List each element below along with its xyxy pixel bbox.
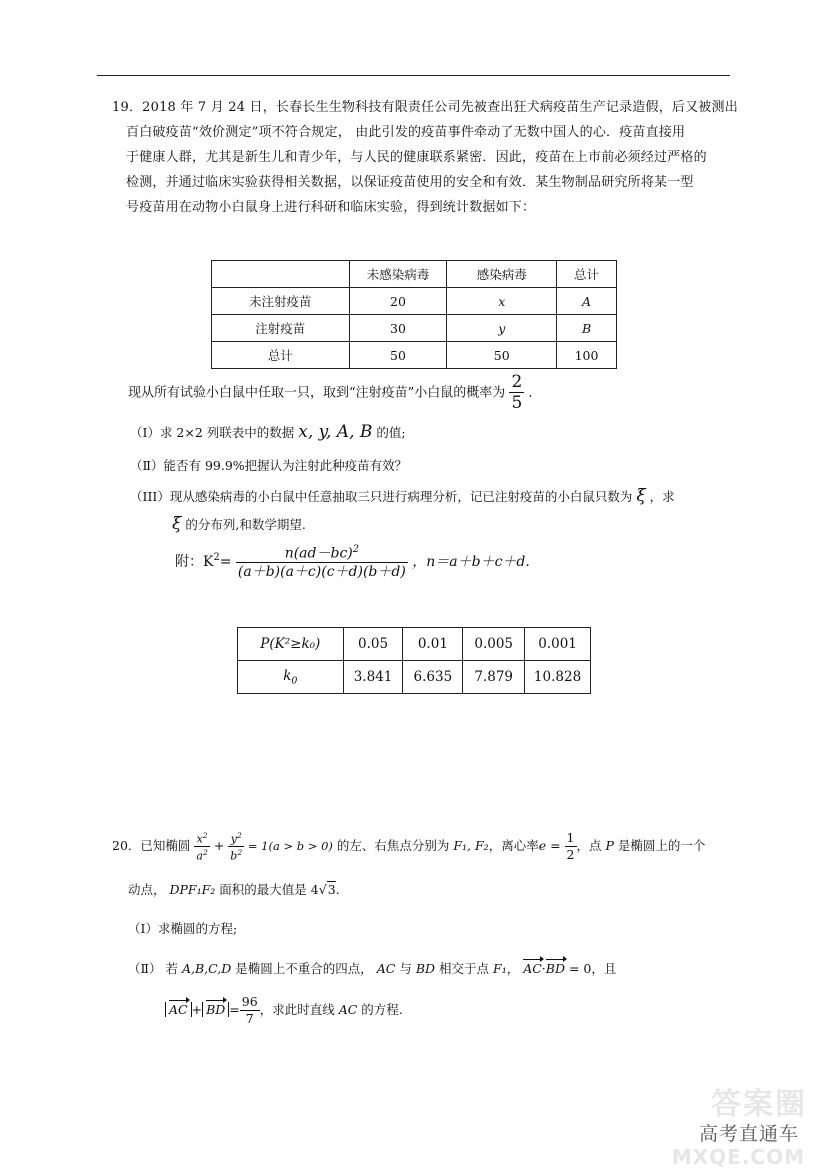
abs-BD-text: BD xyxy=(206,1002,226,1017)
probability-text: 现从所有试验小白鼠中任取一只，取到“注射疫苗”小白鼠的概率为 xyxy=(128,385,506,401)
probability-end: ． xyxy=(528,385,542,401)
y-term-num xyxy=(228,832,244,847)
xi-symbol: ξ xyxy=(172,514,182,534)
q19-line-2: 百白破疫苗“效价测定”项不符合规定， 由此引发的疫苗事件牵动了无数中国人的心．疫苗直接用 xyxy=(126,125,686,140)
ellipse-y-term xyxy=(228,832,244,861)
formula-n: ，n＝a＋b＋c＋d. xyxy=(412,553,530,570)
p2-F1: F₁ xyxy=(493,961,507,976)
table-cell: 10.828 xyxy=(525,661,591,694)
table-cell: 3.841 xyxy=(343,661,403,694)
equals-zero: = 0 xyxy=(565,961,592,976)
table-cell: 未注射疫苗 xyxy=(212,288,350,315)
b-sq: 2 xyxy=(237,847,243,857)
probability-statement xyxy=(128,374,541,412)
q19-part2: （Ⅱ）能否有 99.9%把握认为注射此种疫苗有效？ xyxy=(130,458,408,473)
plus-sign: + xyxy=(209,838,229,854)
x-term-num xyxy=(194,832,209,847)
k-label-sub: 0 xyxy=(291,675,298,687)
part1-prefix: （Ⅰ）求 2×2 列联表中的数据 xyxy=(130,425,295,440)
watermark-logo xyxy=(663,1079,813,1169)
foci-text: 的左、右焦点分别为 xyxy=(332,838,450,854)
b-var: b xyxy=(230,849,238,863)
table-cell: 7.879 xyxy=(463,661,525,694)
abs-AC-text: AC xyxy=(169,1002,188,1017)
part1-variables: x, y, A, B xyxy=(298,422,373,442)
triangle-symbol: DPF₁F₂ xyxy=(169,882,216,897)
formula-denominator: (a＋b)(a＋c)(c＋d)(b＋d) xyxy=(237,563,406,580)
formula-label: 附：K xyxy=(175,553,214,570)
p3-AC: AC xyxy=(338,1002,358,1017)
vector-AC: AC xyxy=(523,961,542,976)
sum-den: 7 xyxy=(245,1010,254,1026)
q20-line-1 xyxy=(112,832,705,861)
e-den: 2 xyxy=(566,846,575,862)
p2-comma: ， xyxy=(506,961,520,976)
sum-num: 96 xyxy=(241,994,258,1009)
q19-part3-line2 xyxy=(172,514,306,534)
part3-line2-text: 的分布列,和数学期望. xyxy=(185,517,306,532)
formula-numerator xyxy=(236,545,408,563)
point-desc: 是椭圆上的一个 xyxy=(617,838,706,854)
table-row xyxy=(212,315,617,342)
y-term-den xyxy=(228,847,244,862)
max-area-value: 4√3 xyxy=(310,882,336,897)
probability-fraction xyxy=(509,374,524,412)
abs-AC xyxy=(165,1002,192,1017)
table-header-cell: 未感染病毒 xyxy=(349,261,447,288)
x-term-den xyxy=(194,847,209,862)
table-header-cell: 总计 xyxy=(557,261,617,288)
chi-square-formula xyxy=(175,545,530,579)
table-cell: B xyxy=(557,315,617,342)
four: 4 xyxy=(310,882,319,897)
dot-product: · xyxy=(541,961,546,976)
sum-fraction xyxy=(240,996,260,1025)
a-var: a xyxy=(196,849,203,863)
equals: = xyxy=(229,1002,240,1017)
table-cell: x xyxy=(447,288,557,315)
q19-line-1: 19．2018 年 7 月 24 日，长春长生生物科技有限责任公司先被查出狂犬病疫苗生产记录造假，后又被测出 xyxy=(112,100,738,115)
watermark-line1: 答案圈 xyxy=(711,1087,807,1122)
abs-BD xyxy=(202,1002,229,1017)
y-sq: 2 xyxy=(236,831,242,840)
table-cell: 30 xyxy=(349,315,447,342)
part3-prefix: （III）现从感染病毒的小白鼠中任意抽取三只进行病理分析，记已注射疫苗的小白鼠只数为 xyxy=(130,489,633,504)
eccentricity-e: e = xyxy=(538,838,565,854)
sqrt-three: 3 xyxy=(327,882,336,897)
table-header-cell: 感染病毒 xyxy=(447,261,557,288)
q20-line-2 xyxy=(128,880,340,898)
contingency-table xyxy=(211,260,617,369)
p2-BD: BD xyxy=(415,961,436,976)
table-cell: 50 xyxy=(349,342,447,369)
x-sq: 2 xyxy=(202,831,208,840)
table-row xyxy=(238,661,591,694)
p3-end: 的方程. xyxy=(361,1002,403,1017)
p2-points: A,B,C,D xyxy=(181,961,232,976)
p2-and-also: ，且 xyxy=(591,961,617,976)
table-cell xyxy=(238,661,344,694)
ellipse-x-term xyxy=(194,832,209,861)
eccentricity-fraction xyxy=(565,832,577,861)
table-cell: 总计 xyxy=(212,342,350,369)
q20-part2-line2 xyxy=(165,996,403,1025)
table-cell: 0.05 xyxy=(343,628,403,661)
table-cell: A xyxy=(557,288,617,315)
table-cell: 20 xyxy=(349,288,447,315)
fraction-denominator: 5 xyxy=(511,393,523,413)
q19-intro xyxy=(112,95,738,220)
table-cell: 50 xyxy=(447,342,557,369)
p3-text: ，求此时直线 xyxy=(259,1002,335,1017)
table-header-row xyxy=(212,261,617,288)
line2-end: . xyxy=(335,882,340,897)
q19-line-5: 号疫苗用在动物小白鼠身上进行科研和临床实验，得到统计数据如下： xyxy=(126,200,536,215)
header-rule xyxy=(97,75,730,76)
table-row xyxy=(212,342,617,369)
eccentricity-label: ，离心率 xyxy=(488,838,539,854)
xi-symbol: ξ xyxy=(636,486,646,506)
max-area-text: 面积的最大值是 xyxy=(219,882,307,897)
vector-BD: BD xyxy=(545,961,565,976)
q20-part2-line1 xyxy=(128,959,616,977)
critical-value-table xyxy=(237,627,591,694)
watermark-line3: MXQE.COM xyxy=(671,1145,805,1169)
point-P: P xyxy=(605,838,614,854)
table-cell: 0.001 xyxy=(525,628,591,661)
part1-suffix: 的值; xyxy=(376,425,406,440)
table-cell: 0.005 xyxy=(463,628,525,661)
q20-intro: 20．已知椭圆 xyxy=(112,838,191,854)
q19-part1 xyxy=(130,422,406,442)
moving-point-text: 动点， xyxy=(128,882,166,897)
formula-numerator-sup: 2 xyxy=(352,544,359,555)
plus: + xyxy=(191,1002,203,1017)
table-cell: y xyxy=(447,315,557,342)
table-row xyxy=(238,628,591,661)
table-header-cell xyxy=(212,261,350,288)
e-num: 1 xyxy=(566,830,575,846)
q19-line-4: 检测，并通过临床实验获得相关数据，以保证疫苗使用的安全和有效．某生物制品研究所将某一型 xyxy=(126,175,694,190)
point-text: ，点 xyxy=(576,838,602,854)
table-cell: 100 xyxy=(557,342,617,369)
table-cell: P(K²≥k₀) xyxy=(238,628,344,661)
foci-symbols: F₁, F₂ xyxy=(453,838,489,854)
formula-sup: 2 xyxy=(213,552,220,564)
formula-eq: = xyxy=(219,553,232,570)
table-cell: 注射疫苗 xyxy=(212,315,350,342)
k-label: k xyxy=(283,667,292,684)
q20-part1: （Ⅰ）求椭圆的方程; xyxy=(128,921,238,936)
y-var: y xyxy=(230,832,237,846)
p2-desc: 是椭圆上不重合的四点， xyxy=(235,961,373,976)
formula-fraction xyxy=(236,545,408,579)
a-sq: 2 xyxy=(202,847,208,857)
q19-part3-line1 xyxy=(130,486,675,506)
ellipse-condition: = 1(a > b > 0) xyxy=(244,839,333,854)
p2-AC: AC xyxy=(376,961,396,976)
table-row xyxy=(212,288,617,315)
p2-intersect: 相交于点 xyxy=(439,961,490,976)
p2-and: 与 xyxy=(399,961,412,976)
table-cell: 6.635 xyxy=(403,661,463,694)
watermark-line2: 高考直通车 xyxy=(698,1123,799,1145)
formula-numerator-text: n(ad－bc) xyxy=(284,545,353,562)
x-var: x xyxy=(196,832,203,846)
part3-suffix: ，求 xyxy=(649,489,675,504)
fraction-numerator: 2 xyxy=(511,372,523,392)
table-cell: 0.01 xyxy=(403,628,463,661)
p2-prefix: （Ⅱ） 若 xyxy=(128,961,178,976)
q19-line-3: 于健康人群，尤其是新生儿和青少年，与人民的健康联系紧密．因此，疫苗在上市前必须经过严格的 xyxy=(126,150,707,165)
